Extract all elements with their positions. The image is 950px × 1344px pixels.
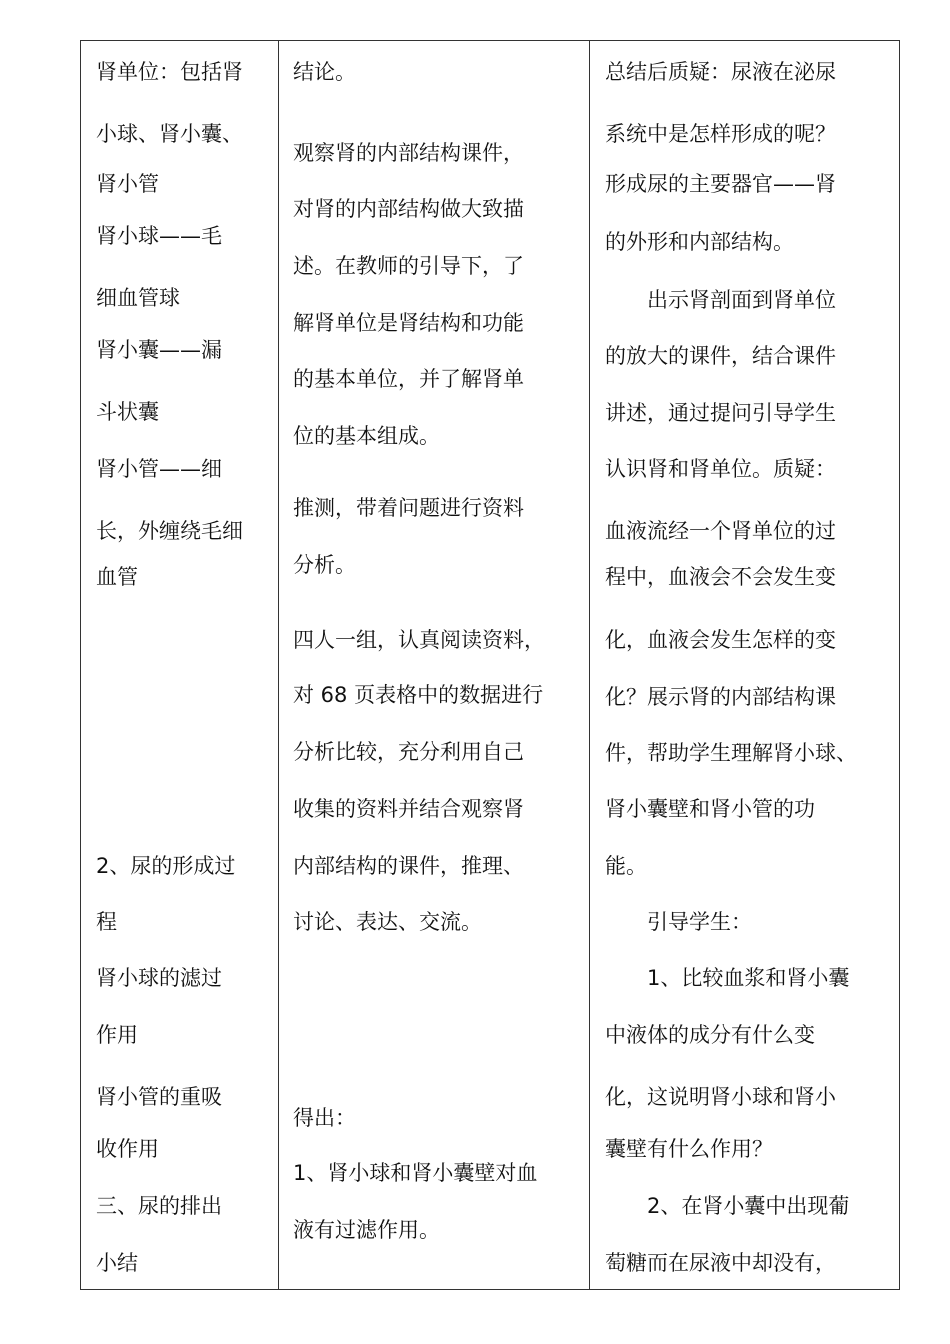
table-text-line: 囊壁有什么作用？ bbox=[605, 1137, 773, 1161]
table-text-line: 的基本单位，并了解肾单 bbox=[293, 367, 524, 391]
table-text-line: 对 68 页表格中的数据进行 bbox=[293, 683, 544, 707]
table-text-line: 分析。 bbox=[293, 553, 356, 577]
table-text-line: 述。在教师的引导下，了 bbox=[293, 254, 524, 278]
table-text-line: 三、尿的排出 bbox=[96, 1194, 222, 1218]
table-text-line: 长，外缠绕毛细 bbox=[96, 519, 243, 543]
table-text-line: 细血管球 bbox=[96, 286, 180, 310]
table-text-line: 中液体的成分有什么变 bbox=[605, 1023, 815, 1047]
table-text-line: 程 bbox=[96, 910, 117, 934]
table-text-line: 2、在肾小囊中出现葡 bbox=[647, 1194, 850, 1218]
table-text-line: 对肾的内部结构做大致描 bbox=[293, 197, 524, 221]
table-text-line: 得出： bbox=[293, 1106, 356, 1130]
table-text-line: 肾小囊壁和肾小管的功 bbox=[605, 797, 815, 821]
table-text-line: 化，血液会发生怎样的变 bbox=[605, 628, 836, 652]
table-text-line: 收集的资料并结合观察肾 bbox=[293, 797, 524, 821]
table-text-line: 引导学生： bbox=[647, 910, 752, 934]
table-text-line: 总结后质疑：尿液在泌尿 bbox=[605, 60, 836, 84]
table-text-line: 收作用 bbox=[96, 1137, 159, 1161]
table-text-line: 出示肾剖面到肾单位 bbox=[647, 288, 836, 312]
table-text-line: 结论。 bbox=[293, 60, 356, 84]
table-text-line: 血液流经一个肾单位的过 bbox=[605, 519, 836, 543]
table-text-line: 血管 bbox=[96, 565, 138, 589]
table-text-line: 化，这说明肾小球和肾小 bbox=[605, 1085, 836, 1109]
table-text-line: 位的基本组成。 bbox=[293, 424, 440, 448]
table-text-line: 解肾单位是肾结构和功能 bbox=[293, 311, 524, 335]
table-text-line: 斗状囊 bbox=[96, 400, 159, 424]
table-text-line: 肾小管 bbox=[96, 172, 159, 196]
table-text-line: 能。 bbox=[605, 854, 647, 878]
table-text-line: 内部结构的课件，推理、 bbox=[293, 854, 524, 878]
table-text-line: 分析比较，充分利用自己 bbox=[293, 740, 524, 764]
table-text-line: 认识肾和肾单位。质疑： bbox=[605, 457, 836, 481]
table-text-line: 程中，血液会不会发生变 bbox=[605, 565, 836, 589]
table-text-line: 2、尿的形成过 bbox=[96, 854, 236, 878]
table-text-line: 肾小囊——漏 bbox=[96, 338, 222, 362]
table-text-line: 萄糖而在尿液中却没有， bbox=[605, 1251, 836, 1275]
lesson-plan-table bbox=[80, 40, 900, 1290]
table-text-line: 肾单位：包括肾 bbox=[96, 60, 243, 84]
table-text-line: 系统中是怎样形成的呢？ bbox=[605, 122, 836, 146]
table-text-line: 形成尿的主要器官——肾 bbox=[605, 172, 836, 196]
table-text-line: 推测，带着问题进行资料 bbox=[293, 496, 524, 520]
content-column bbox=[81, 41, 278, 1289]
table-text-line: 1、肾小球和肾小囊壁对血 bbox=[293, 1161, 538, 1185]
table-text-line: 1、比较血浆和肾小囊 bbox=[647, 966, 850, 990]
table-text-line: 的外形和内部结构。 bbox=[605, 230, 794, 254]
activity-column bbox=[279, 41, 589, 1289]
table-text-line: 观察肾的内部结构课件， bbox=[293, 141, 524, 165]
table-text-line: 讲述，通过提问引导学生 bbox=[605, 401, 836, 425]
table-text-line: 的放大的课件，结合课件 bbox=[605, 344, 836, 368]
table-text-line: 肾小管的重吸 bbox=[96, 1085, 222, 1109]
table-text-line: 件，帮助学生理解肾小球、 bbox=[605, 741, 857, 765]
table-text-line: 肾小球——毛 bbox=[96, 224, 222, 248]
table-text-line: 化？展示肾的内部结构课 bbox=[605, 685, 836, 709]
teaching-column bbox=[590, 41, 899, 1289]
table-text-line: 讨论、表达、交流。 bbox=[293, 910, 482, 934]
table-text-line: 小结 bbox=[96, 1251, 138, 1275]
table-text-line: 液有过滤作用。 bbox=[293, 1218, 440, 1242]
table-text-line: 四人一组，认真阅读资料， bbox=[293, 628, 545, 652]
table-text-line: 肾小管——细 bbox=[96, 457, 222, 481]
table-text-line: 作用 bbox=[96, 1023, 138, 1047]
table-text-line: 小球、肾小囊、 bbox=[96, 122, 243, 146]
table-text-line: 肾小球的滤过 bbox=[96, 966, 222, 990]
